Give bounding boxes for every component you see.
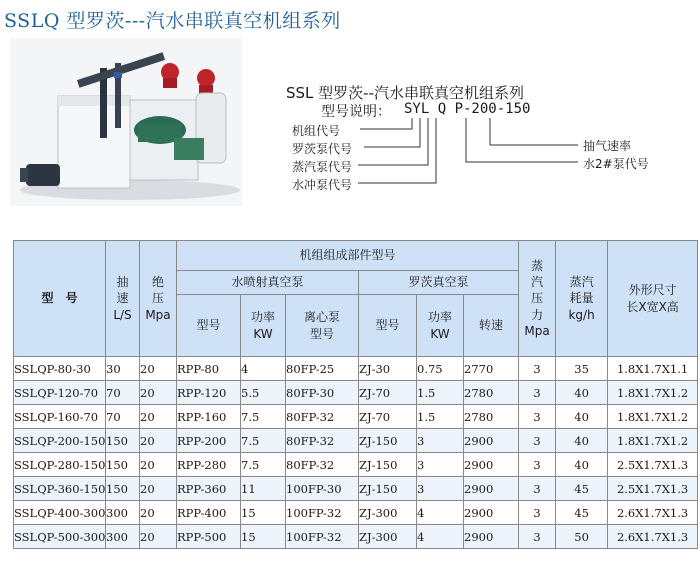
- cell-rp-power: 1.5: [417, 405, 464, 429]
- cell-pressure: 20: [140, 429, 177, 453]
- cell-wp-power: 5.5: [241, 381, 286, 405]
- cell-rp-model: ZJ-300: [359, 525, 417, 549]
- label-water-pump-code: 水冲泵代号: [292, 178, 353, 192]
- cell-steam-consumption: 40: [556, 381, 608, 405]
- header-dimensions: 外形尺寸 长X宽X高: [608, 241, 698, 357]
- cell-dimensions: 1.8X1.7X1.2: [608, 381, 698, 405]
- cell-rp-model: ZJ-300: [359, 501, 417, 525]
- cell-rp-power: 1.5: [417, 381, 464, 405]
- cell-steam-pressure: 3: [519, 405, 556, 429]
- header-steam-pressure: 蒸 汽 压 力 Mpa: [519, 241, 556, 357]
- table-row: [14, 477, 698, 501]
- cell-model: SSLQP-500-300: [14, 525, 106, 549]
- cell-rp-power: 3: [417, 453, 464, 477]
- cell-model: SSLQP-400-300: [14, 501, 106, 525]
- cell-pressure: 20: [140, 405, 177, 429]
- cell-model: SSLQP-80-30: [14, 357, 106, 381]
- cell-dimensions: 1.8X1.7X1.2: [608, 429, 698, 453]
- header-rp-speed: 转速: [464, 295, 519, 357]
- cell-dimensions: 2.6X1.7X1.3: [608, 501, 698, 525]
- cell-wp-centrifugal: 80FP-25: [286, 357, 359, 381]
- table-row: [14, 381, 698, 405]
- header-components: 机组组成部件型号: [177, 241, 519, 271]
- cell-wp-centrifugal: 80FP-32: [286, 453, 359, 477]
- label-steam-pump-code: 蒸汽泵代号: [292, 160, 353, 174]
- cell-rp-speed: 2900: [464, 429, 519, 453]
- cell-wp-model: RPP-120: [177, 381, 241, 405]
- cell-wp-centrifugal: 80FP-30: [286, 381, 359, 405]
- header-wp-model: 型号: [177, 295, 241, 357]
- table-row: [14, 405, 698, 429]
- cell-dimensions: 2.5X1.7X1.3: [608, 453, 698, 477]
- cell-rp-speed: 2900: [464, 477, 519, 501]
- cell-steam-consumption: 40: [556, 453, 608, 477]
- cell-speed: 150: [106, 429, 140, 453]
- cell-pressure: 20: [140, 357, 177, 381]
- label-roots-pump-code: 罗茨泵代号: [292, 142, 353, 156]
- cell-rp-model: ZJ-150: [359, 429, 417, 453]
- cell-steam-pressure: 3: [519, 357, 556, 381]
- cell-rp-speed: 2900: [464, 525, 519, 549]
- cell-rp-model: ZJ-150: [359, 453, 417, 477]
- cell-speed: 300: [106, 501, 140, 525]
- table-row: [14, 357, 698, 381]
- header-steam-consumption: 蒸汽 耗量 kg/h: [556, 241, 608, 357]
- cell-wp-power: 7.5: [241, 405, 286, 429]
- cell-wp-power: 7.5: [241, 429, 286, 453]
- cell-pressure: 20: [140, 525, 177, 549]
- cell-dimensions: 2.6X1.7X1.3: [608, 525, 698, 549]
- cell-rp-speed: 2900: [464, 501, 519, 525]
- cell-wp-model: RPP-360: [177, 477, 241, 501]
- header-model: 型 号: [14, 241, 106, 357]
- cell-rp-model: ZJ-70: [359, 405, 417, 429]
- cell-steam-pressure: 3: [519, 381, 556, 405]
- cell-wp-centrifugal: 100FP-32: [286, 501, 359, 525]
- cell-wp-centrifugal: 80FP-32: [286, 429, 359, 453]
- cell-steam-consumption: 40: [556, 405, 608, 429]
- cell-rp-power: 4: [417, 525, 464, 549]
- cell-dimensions: 2.5X1.7X1.3: [608, 477, 698, 501]
- cell-speed: 150: [106, 453, 140, 477]
- cell-dimensions: 1.8X1.7X1.2: [608, 405, 698, 429]
- cell-steam-pressure: 3: [519, 477, 556, 501]
- label-pumping-speed: 抽气速率: [583, 139, 632, 153]
- header-wp-power: 功率 KW: [241, 295, 286, 357]
- header-roots-pump: 罗茨真空泵: [359, 271, 519, 295]
- cell-rp-model: ZJ-70: [359, 381, 417, 405]
- cell-rp-model: ZJ-150: [359, 477, 417, 501]
- header-speed: 抽 速 L/S: [106, 241, 140, 357]
- page-title: SSLQ 型罗茨---汽水串联真空机组系列: [4, 10, 341, 32]
- cell-rp-power: 3: [417, 429, 464, 453]
- diagram-heading: SSL 型罗茨--汽水串联真空机组系列: [286, 84, 524, 102]
- cell-model: SSLQP-160-70: [14, 405, 106, 429]
- cell-rp-speed: 2780: [464, 405, 519, 429]
- header-rp-model: 型号: [359, 295, 417, 357]
- cell-wp-model: RPP-280: [177, 453, 241, 477]
- cell-speed: 30: [106, 357, 140, 381]
- cell-rp-speed: 2900: [464, 453, 519, 477]
- cell-rp-power: 3: [417, 477, 464, 501]
- cell-rp-speed: 2770: [464, 357, 519, 381]
- label-unit-code: 机组代号: [292, 124, 341, 138]
- cell-steam-pressure: 3: [519, 501, 556, 525]
- model-explain-label: 型号说明：: [321, 104, 391, 120]
- cell-pressure: 20: [140, 453, 177, 477]
- cell-steam-pressure: 3: [519, 525, 556, 549]
- model-code: SYL Q P-200-150: [404, 101, 531, 117]
- cell-rp-power: 4: [417, 501, 464, 525]
- header-rp-power: 功率 KW: [417, 295, 464, 357]
- cell-speed: 150: [106, 477, 140, 501]
- cell-wp-power: 4: [241, 357, 286, 381]
- cell-speed: 70: [106, 381, 140, 405]
- cell-dimensions: 1.8X1.7X1.1: [608, 357, 698, 381]
- cell-wp-power: 15: [241, 501, 286, 525]
- cell-wp-centrifugal: 100FP-32: [286, 525, 359, 549]
- cell-model: SSLQP-360-150: [14, 477, 106, 501]
- cell-steam-consumption: 45: [556, 501, 608, 525]
- cell-wp-model: RPP-80: [177, 357, 241, 381]
- cell-steam-consumption: 40: [556, 429, 608, 453]
- cell-rp-speed: 2780: [464, 381, 519, 405]
- cell-wp-power: 11: [241, 477, 286, 501]
- table-row: [14, 429, 698, 453]
- header-wp-centrifugal: 离心泵 型号: [286, 295, 359, 357]
- table-row: [14, 453, 698, 477]
- header-pressure: 绝 压 Mpa: [140, 241, 177, 357]
- cell-model: SSLQP-200-150: [14, 429, 106, 453]
- cell-wp-model: RPP-160: [177, 405, 241, 429]
- cell-wp-model: RPP-500: [177, 525, 241, 549]
- cell-pressure: 20: [140, 381, 177, 405]
- cell-rp-model: ZJ-30: [359, 357, 417, 381]
- cell-steam-consumption: 50: [556, 525, 608, 549]
- cell-pressure: 20: [140, 501, 177, 525]
- cell-speed: 70: [106, 405, 140, 429]
- cell-steam-pressure: 3: [519, 429, 556, 453]
- spec-table: [13, 240, 698, 549]
- label-water-pump-2: 水2#泵代号: [583, 157, 649, 171]
- cell-steam-consumption: 35: [556, 357, 608, 381]
- cell-wp-model: RPP-400: [177, 501, 241, 525]
- cell-steam-consumption: 45: [556, 477, 608, 501]
- table-row: [14, 501, 698, 525]
- cell-wp-power: 7.5: [241, 453, 286, 477]
- cell-speed: 300: [106, 525, 140, 549]
- cell-rp-power: 0.75: [417, 357, 464, 381]
- cell-wp-model: RPP-200: [177, 429, 241, 453]
- cell-model: SSLQP-120-70: [14, 381, 106, 405]
- header-water-pump: 水喷射真空泵: [177, 271, 359, 295]
- cell-steam-pressure: 3: [519, 453, 556, 477]
- cell-pressure: 20: [140, 477, 177, 501]
- cell-wp-power: 15: [241, 525, 286, 549]
- cell-wp-centrifugal: 100FP-30: [286, 477, 359, 501]
- product-photo: [10, 38, 242, 206]
- cell-wp-centrifugal: 80FP-32: [286, 405, 359, 429]
- cell-model: SSLQP-280-150: [14, 453, 106, 477]
- table-row: [14, 525, 698, 549]
